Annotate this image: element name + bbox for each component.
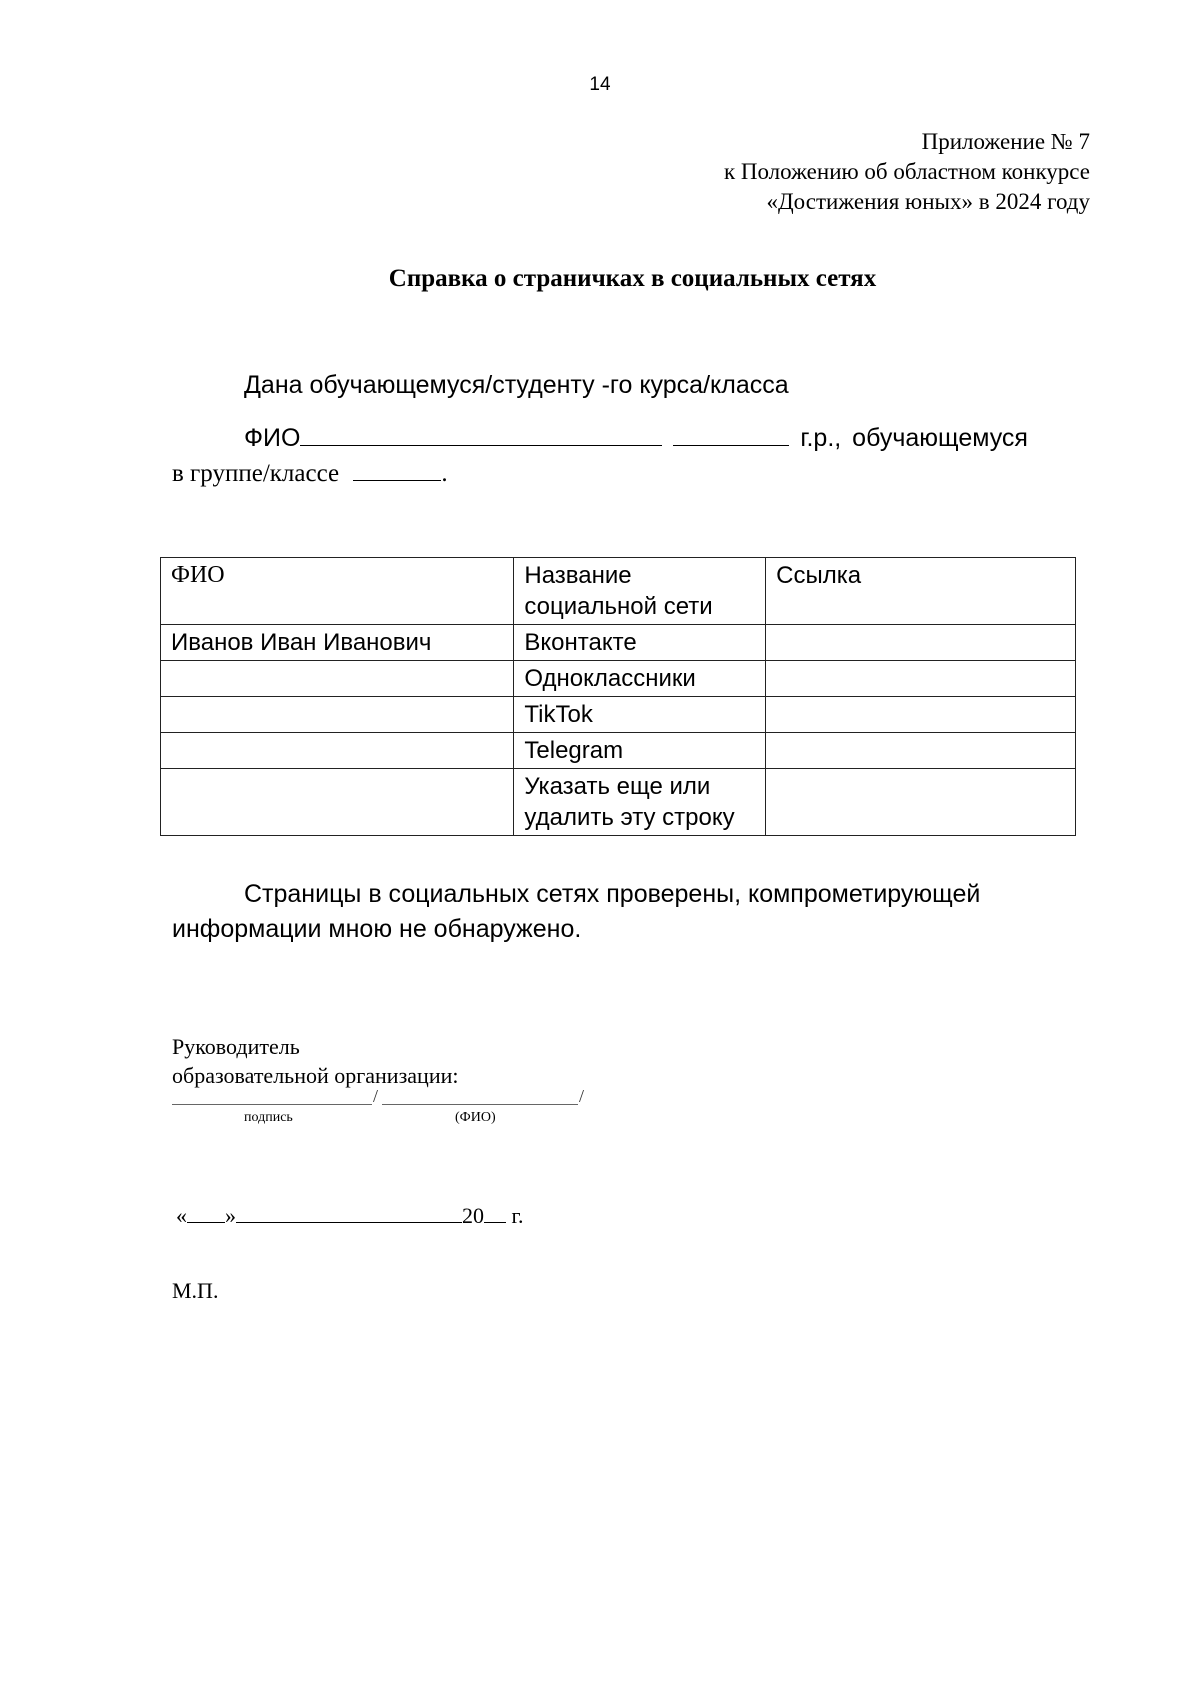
conclusion-line-1: Страницы в социальных сетях проверены, компрометирующей (244, 880, 981, 908)
year-suffix: г. (511, 1203, 524, 1228)
appendix-line-2: к Положению об областном конкурсе (723, 159, 1090, 184)
fio-blank[interactable] (300, 423, 662, 446)
date-open-quote: « (176, 1203, 187, 1228)
social-networks-table (160, 557, 1076, 836)
signature-slash: / (373, 1086, 379, 1106)
month-blank[interactable] (236, 1200, 462, 1223)
fio-block (172, 421, 1092, 491)
year-prefix: 20 (462, 1203, 484, 1228)
header-link: Ссылка (766, 558, 1076, 625)
document-title: Справка о страничках в социальных сетях (388, 265, 877, 292)
cell-link[interactable] (766, 697, 1076, 733)
group-blank[interactable] (353, 458, 441, 481)
date-close-quote: » (225, 1203, 236, 1228)
signature-role-line-1: Руководитель (172, 1034, 300, 1059)
year-blank[interactable] (484, 1200, 506, 1223)
table-row (161, 661, 1076, 697)
caption-signature: подпись (244, 1110, 293, 1125)
table-row (161, 697, 1076, 733)
page-number: 14 (589, 74, 611, 95)
header-network: Название социальной сети (514, 558, 766, 625)
name-blank[interactable] (382, 1104, 578, 1105)
cell-link[interactable] (766, 625, 1076, 661)
caption-name: (ФИО) (455, 1110, 496, 1125)
conclusion-line-2: информации мною не обнаружено. (172, 915, 582, 943)
signature-role-line-2: образовательной организации: (172, 1063, 459, 1088)
signature-blank[interactable] (172, 1104, 372, 1105)
cell-network: Одноклассники (514, 661, 766, 697)
cell-fio[interactable] (161, 697, 514, 733)
cell-network: Вконтакте (514, 625, 766, 661)
cell-fio[interactable]: Иванов Иван Иванович (161, 625, 514, 661)
given-to-text: Дана обучающемуся/студенту -го курса/класса (244, 371, 789, 399)
birth-year-suffix: г.р., обучающемуся (800, 424, 1028, 452)
signature-lines (172, 1086, 592, 1130)
cell-fio[interactable] (161, 769, 514, 836)
cell-network: TikTok (514, 697, 766, 733)
cell-network: Указать еще или удалить эту строку (514, 769, 766, 836)
date-line (176, 1200, 524, 1229)
fio-label: ФИО (244, 424, 301, 452)
table-row (161, 733, 1076, 769)
signature-role (172, 1032, 458, 1090)
group-label: в группе/классе (172, 460, 340, 487)
name-slash: / (579, 1086, 585, 1106)
group-end: . (441, 460, 448, 487)
header-fio: ФИО (161, 558, 514, 625)
cell-link[interactable] (766, 769, 1076, 836)
cell-network: Telegram (514, 733, 766, 769)
appendix-line-1: Приложение № 7 (921, 129, 1090, 154)
cell-fio[interactable] (161, 661, 514, 697)
cell-fio[interactable] (161, 733, 514, 769)
cell-link[interactable] (766, 733, 1076, 769)
conclusion-text (172, 877, 1092, 947)
appendix-header (490, 127, 1090, 217)
table-row (161, 625, 1076, 661)
cell-link[interactable] (766, 661, 1076, 697)
stamp-placeholder: М.П. (172, 1278, 219, 1303)
table-header-row (161, 558, 1076, 625)
day-blank[interactable] (187, 1200, 225, 1223)
table-row (161, 769, 1076, 836)
birth-year-blank[interactable] (673, 423, 789, 446)
appendix-line-3: «Достижения юных» в 2024 году (766, 189, 1090, 214)
